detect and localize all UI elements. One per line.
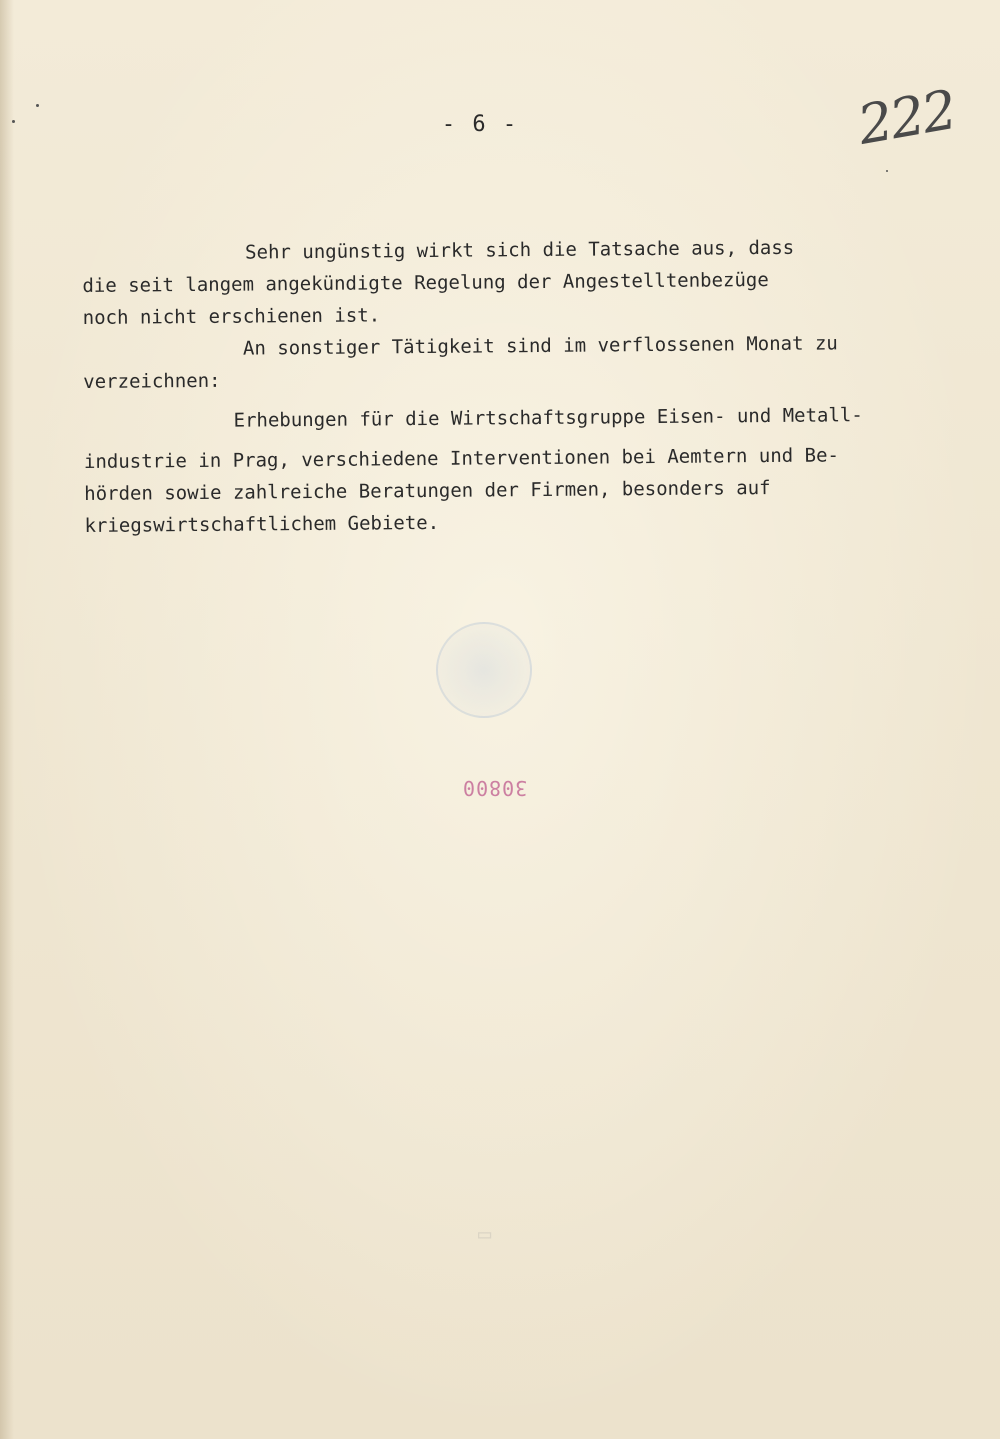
text-line: industrie in Prag, verschiedene Interventionen bei Aemtern und Be- [83, 444, 840, 473]
faded-seal-stamp [436, 622, 532, 718]
text-line: hörden sowie zahlreiche Beratungen der Firmen, besonders auf [84, 477, 771, 505]
faint-show-through-mark: ▭ [478, 1222, 492, 1247]
text-line: Erhebungen für die Wirtschaftsgruppe Eisen- und Metall- [233, 404, 863, 432]
typewritten-body [82, 231, 925, 542]
paper-edge [0, 0, 14, 1439]
page-number: - 6 - [441, 112, 519, 137]
text-line: noch nicht erschienen ist. [82, 304, 381, 329]
text-line: kriegswirtschaftlichem Gebiete. [84, 511, 440, 537]
text-line: An sonstiger Tätigkeit sind im verflossenen Monat zu [242, 332, 838, 360]
handwritten-folio-number: 222 [853, 78, 960, 157]
text-line: die seit langem angekündigte Regelung der Angestelltenbezüge [82, 269, 769, 297]
text-line: Sehr ungünstig wirkt sich die Tatsache aus, dass [245, 236, 795, 264]
archive-stamp-number: 30800 [462, 776, 528, 800]
text-line: verzeichnen: [83, 369, 221, 393]
